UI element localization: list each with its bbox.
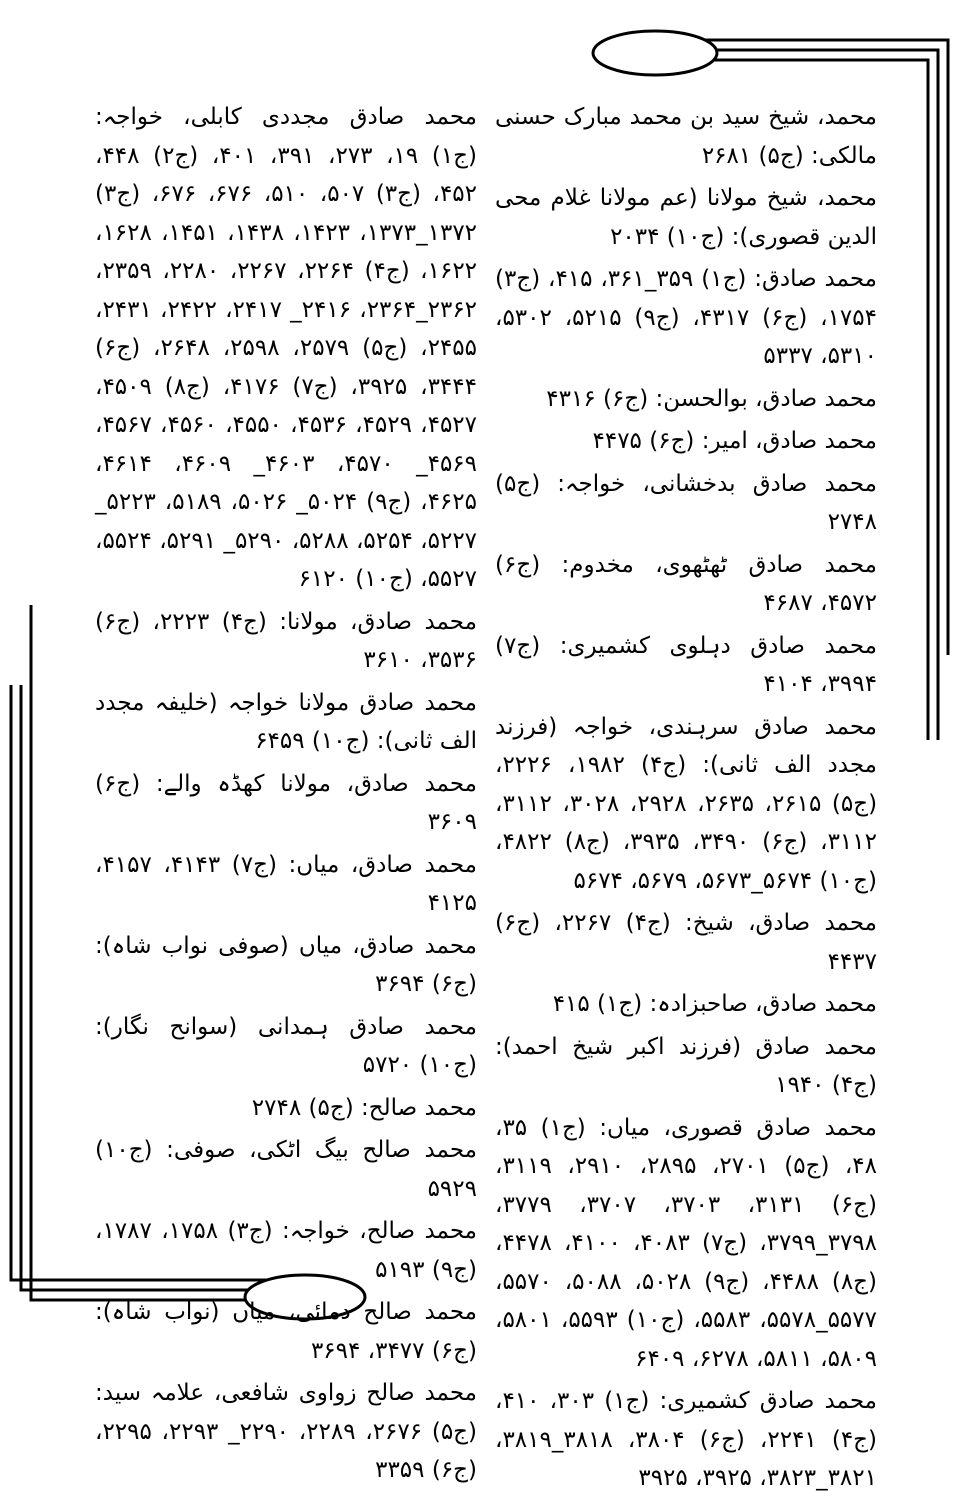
index-entry: محمد صادق، مولانا کھڈہ والے: (ج۶) ۳۶۰۹ [95, 770, 477, 835]
index-entry: محمد صادق (فرزند اکبر شیخ احمد): (ج۴) ۱۹۴۰ [495, 1033, 877, 1098]
index-entry: محمد صادق دہلوی کشمیری: (ج۷) ۳۹۹۴، ۴۱۰۴ [495, 632, 877, 697]
index-entry: محمد صادق، صاحبزادہ: (ج۱) ۴۱۵ [552, 991, 877, 1017]
index-entry: محمد صالح زواوی شافعی، علامہ سید: (ج۵) ۲۶۷۶، ۲۲۸۹، ۲۲۹۰_ ۲۲۹۳، ۲۲۹۵، (ج۶) ۳۳۵۹ [95, 1380, 477, 1483]
index-entry: محمد صادق سرہندی، خواجہ (فرزند مجدد الف ثانی): (ج۴) ۱۹۸۲، ۲۲۲۶، (ج۵) ۲۶۱۵، ۲۶۳۵، ۲۹۲۸، ۳۰۲۸، ۳۱۱۲، ۳۱۱۲، (ج۶) ۳۴۹۰، ۳۹۳۵، (ج۸) ۴۸۲۲، (ج۱۰) ۵۶۷۴_۵۶۷۳، ۵۶۷۹، ۵۶۷۴ [495, 713, 878, 894]
index-entry: محمد صادق بدخشانی، خواجہ: (ج۵) ۲۷۴۸ [495, 470, 877, 535]
index-entry: محمد صادق ہمدانی (سوانح نگار): (ج۱۰) ۵۷۲۰ [95, 1013, 477, 1078]
index-entry: محمد صادق، امیر: (ج۶) ۴۴۷۵ [592, 428, 877, 454]
index-entry: محمد صالح: (ج۵) ۲۷۴۸ [251, 1094, 477, 1121]
index-entry: محمد صالح بیگ اٹکی، صوفی: (ج۱۰) ۵۹۲۹ [95, 1137, 477, 1202]
index-entry: محمد صادق: (ج۱) ۳۵۹_۳۶۱، ۴۱۵، (ج۳) ۱۷۵۴، (ج۶) ۴۳۱۷، (ج۹) ۵۲۱۵، ۵۳۰۲، ۵۳۱۰، ۵۳۳۷ [495, 266, 877, 369]
index-entry: محمد صادق کشمیری: (ج۱) ۳۰۳، ۴۱۰، (ج۴) ۲۲۴۱، (ج۶) ۳۸۰۴، ۳۸۱۸_۳۸۱۹، ۳۸۲۱_۳۸۲۳، ۳۹۲۵، ۳۹۲۵ [495, 1388, 877, 1491]
index-entry: محمد صادق ٹھٹھوی، مخدوم: (ج۶) ۴۵۷۲، ۴۶۸۷ [495, 551, 877, 616]
index-entry: محمد صادق، شیخ: (ج۴) ۲۲۶۷، (ج۶) ۴۴۳۷ [495, 910, 877, 975]
index-entry: محمد صادق، مولانا: (ج۴) ۲۲۲۳، (ج۶) ۳۵۳۶، ۳۶۱۰ [95, 608, 477, 673]
index-column-left [95, 98, 477, 1494]
index-entry: محمد صادق قصوری، میاں: (ج۱) ۳۵، ۴۸، (ج۵) ۲۷۰۱، ۲۸۹۵، ۲۹۱۰، ۳۱۱۹، (ج۶) ۳۱۳۱، ۳۷۰۳، ۳۷۰۷، ۳۷۷۹، ۳۷۹۸_۳۷۹۹، (ج۷) ۴۰۸۳، ۴۱۰۰، ۴۴۷۸، (ج۸) ۴۴۸۸، (ج۹) ۵۰۲۸، ۵۰۸۸، ۵۵۷۰، ۵۵۷۷_۵۵۷۸، ۵۵۸۳، (ج۱۰) ۵۵۹۳، ۵۸۰۱، ۵۸۰۹، ۵۸۱۱، ۶۲۷۸، ۶۴۰۹ [495, 1114, 878, 1372]
index-entry: محمد صادق، میاں (صوفی نواب شاہ): (ج۶) ۳۶۹۴ [95, 932, 477, 997]
index-entry: محمد صادق مولانا خواجہ (خلیفہ مجدد الف ثانی): (ج۱۰) ۶۴۵۹ [95, 689, 477, 754]
index-column-right [495, 98, 877, 1502]
index-entry: محمد، شیخ سید بن محمد مبارک حسنی مالکی: (ج۵) ۲۶۸۱ [495, 104, 877, 169]
index-entry: محمد صالح دمائی، میاں (نواب شاہ): (ج۶) ۳۴۷۷، ۳۶۹۴ [95, 1299, 477, 1364]
index-entry: محمد، شیخ مولانا (عم مولانا غلام محی الدین قصوری): (ج۱۰) ۲۰۳۴ [495, 185, 877, 250]
index-entry: محمد صالح، خواجہ: (ج۳) ۱۷۵۸، ۱۷۸۷، (ج۹) ۵۱۹۳ [95, 1218, 477, 1283]
index-entry: محمد صادق مجددی کابلی، خواجہ: (ج۱) ۱۹، ۲۷۳، ۳۹۱، ۴۰۱، (ج۲) ۴۴۸، ۴۵۲، (ج۳) ۵۰۷، ۵۱۰، ۶۷۶، ۶۷۶، (ج۳) ۱۳۷۲_۱۳۷۳، ۱۴۲۳، ۱۴۳۸، ۱۴۵۱، ۱۶۲۸، ۱۶۲۲، (ج۴) ۲۲۶۴، ۲۲۶۷، ۲۲۸۰، ۲۳۵۹، ۲۳۶۲_۲۳۶۴، ۲۴۱۶_ ۲۴۱۷، ۲۴۲۲، ۲۴۳۱، ۲۴۵۵، (ج۵) ۲۵۷۹، ۲۵۹۸، ۲۶۴۸، (ج۶) ۳۴۴۴، ۳۹۲۵، (ج۷) ۴۱۷۶، (ج۸) ۴۵۰۹، ۴۵۲۷، ۴۵۲۹، ۴۵۳۶، ۴۵۵۰، ۴۵۶۰، ۴۵۶۷، ۴۵۶۹_ ۴۵۷۰، ۴۶۰۳_ ۴۶۰۹، ۴۶۱۴، ۴۶۲۵، (ج۹) ۵۰۲۴_ ۵۰۲۶، ۵۱۸۹، ۵۲۲۳_ ۵۲۲۷، ۵۲۵۴، ۵۲۸۸، ۵۲۹۰_ ۵۲۹۱، ۵۵۲۴، ۵۵۲۷، (ج۱۰) ۶۱۲۰ [95, 104, 478, 592]
top-ornament-oval [593, 31, 717, 75]
index-entry: محمد صادق، بوالحسن: (ج۶) ۴۳۱۶ [546, 385, 877, 412]
index-entry: محمد صادق، میاں: (ج۷) ۴۱۴۳، ۴۱۵۷، ۴۱۲۵ [95, 851, 477, 916]
